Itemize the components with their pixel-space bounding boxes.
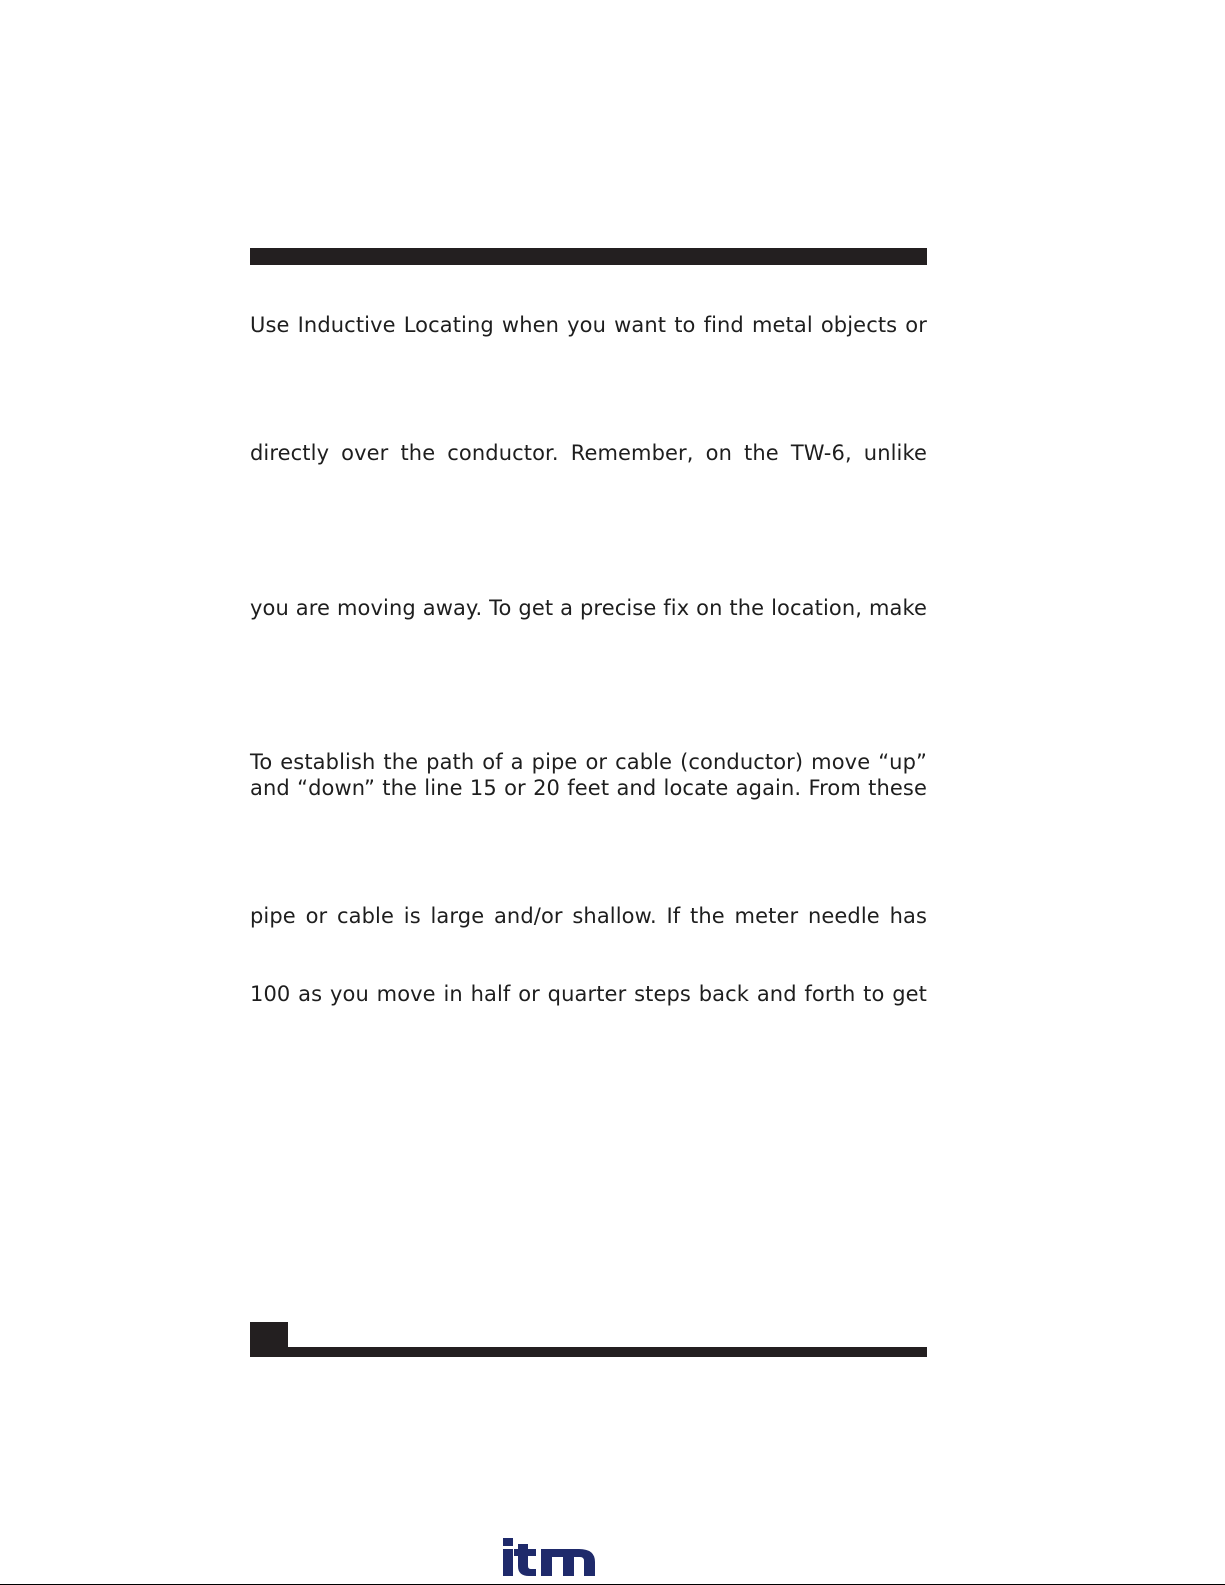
- footer-rule: [250, 1347, 927, 1357]
- header-rule: [250, 248, 927, 265]
- body-line-4: To establish the path of a pipe or cable (conductor) move “up”: [250, 750, 927, 774]
- body-line-1: Use Inductive Locating when you want to find metal objects or: [250, 313, 927, 337]
- body-line-3: you are moving away. To get a precise fix on the location, make: [250, 596, 927, 620]
- itm-logo: [503, 1538, 595, 1576]
- body-line-7: 100 as you move in half or quarter steps back and forth to get: [250, 982, 927, 1006]
- body-line-5: and “down” the line 15 or 20 feet and locate again. From these: [250, 776, 927, 800]
- body-line-2: directly over the conductor. Remember, on the TW-6, unlike: [250, 441, 927, 465]
- body-line-6: pipe or cable is large and/or shallow. If the meter needle has: [250, 904, 927, 928]
